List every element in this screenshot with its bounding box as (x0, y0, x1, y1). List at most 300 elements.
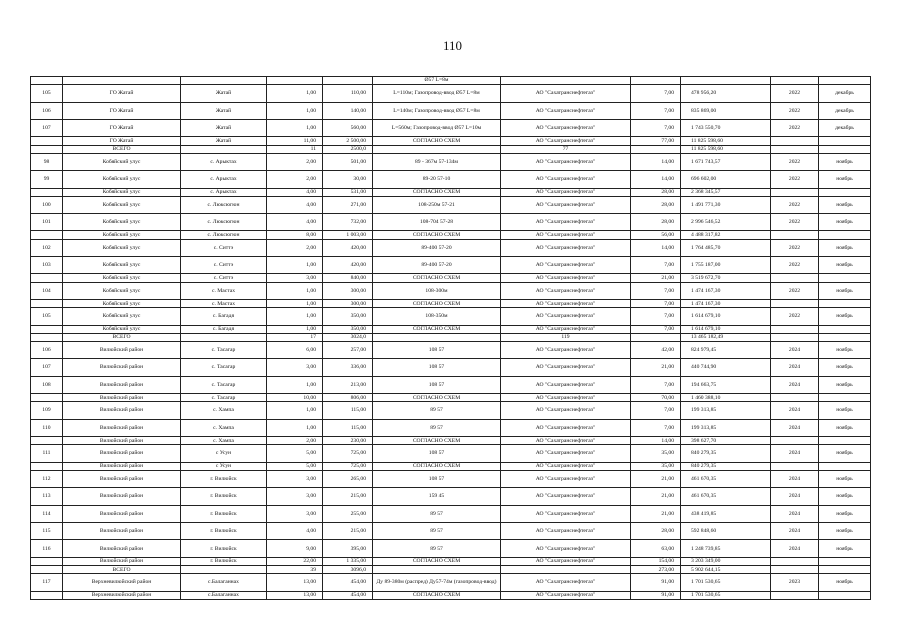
length-cell: 840,00 (323, 274, 373, 282)
pipe-spec-cell: L=110м; Газопровод-ввод Ø57 L=8м (373, 85, 501, 102)
settlement-cell: г. Вилюйск (181, 557, 267, 565)
amount-cell: 1 491 771,30 (681, 196, 771, 213)
pipe-spec-cell: СОГЛАСНО СХЕМ (373, 188, 501, 196)
count-cell: 5,00 (267, 445, 323, 462)
row-number-cell: 117 (31, 574, 63, 591)
year-cell: 2022 (771, 239, 819, 256)
value-cell: 7,00 (631, 419, 681, 436)
organization-cell: АО "Сахатранснефтегаз" (501, 282, 631, 299)
settlement-cell: с. Хампа (181, 437, 267, 445)
table-row (31, 419, 871, 436)
value-cell: 28,00 (631, 196, 681, 213)
amount-cell: 1 474 167,30 (681, 282, 771, 299)
amount-cell: 2 368 345,57 (681, 188, 771, 196)
year-cell: 2024 (771, 445, 819, 462)
count-cell: 5,00 (267, 462, 323, 470)
row-number-cell: 99 (31, 171, 63, 188)
year-cell (771, 325, 819, 333)
organization-cell: АО "Сахатранснефтегаз" (501, 153, 631, 170)
length-cell: 30,00 (323, 171, 373, 188)
table-row (31, 145, 871, 153)
amount-cell: 1 671 743,57 (681, 153, 771, 170)
row-number-cell (31, 437, 63, 445)
row-number-cell (31, 300, 63, 308)
count-cell: 11 (267, 145, 323, 153)
organization-cell: АО "Сахатранснефтегаз" (501, 488, 631, 505)
amount-cell: 5 902 644,15 (681, 566, 771, 574)
count-cell: 8,00 (267, 231, 323, 239)
table-row (31, 282, 871, 299)
year-cell: 2024 (771, 376, 819, 393)
organization-cell: АО "Сахатранснефтегаз" (501, 196, 631, 213)
row-number-cell: 101 (31, 214, 63, 231)
district-cell: Кобяйский улус (63, 274, 181, 282)
district-cell: ГО Жатай (63, 102, 181, 119)
table-row (31, 445, 871, 462)
amount-cell: 1 743 550,70 (681, 119, 771, 136)
month-cell: ноябрь (819, 341, 871, 358)
pipe-spec-cell: 89 57 (373, 540, 501, 557)
month-cell: ноябрь (819, 214, 871, 231)
count-cell: 10,00 (267, 394, 323, 402)
district-cell: Кобяйский улус (63, 231, 181, 239)
settlement-cell: с. Хампа (181, 419, 267, 436)
amount-cell: 1 460 388,10 (681, 394, 771, 402)
organization-cell: АО "Сахатранснефтегаз" (501, 523, 631, 540)
row-number-cell: 105 (31, 308, 63, 325)
month-cell: ноябрь (819, 488, 871, 505)
organization-cell: АО "Сахатранснефтегаз" (501, 437, 631, 445)
table-row (31, 300, 871, 308)
month-cell (819, 557, 871, 565)
amount-cell: 840 279,35 (681, 462, 771, 470)
length-cell (323, 77, 373, 85)
table-row (31, 574, 871, 591)
settlement-cell: г. Вилюйск (181, 470, 267, 487)
row-number-cell: 102 (31, 239, 63, 256)
organization-cell: АО "Сахатранснефтегаз" (501, 359, 631, 376)
settlement-cell: с.Балаганнах (181, 574, 267, 591)
organization-cell: АО "Сахатранснефтегаз" (501, 274, 631, 282)
organization-cell: 119 (501, 333, 631, 341)
year-cell: 2022 (771, 102, 819, 119)
length-cell: 560,00 (323, 119, 373, 136)
table-row (31, 214, 871, 231)
amount-cell: 696 602,00 (681, 171, 771, 188)
month-cell (819, 300, 871, 308)
organization-cell: АО "Сахатранснефтегаз" (501, 419, 631, 436)
length-cell: 531,00 (323, 188, 373, 196)
year-cell (771, 231, 819, 239)
month-cell (819, 566, 871, 574)
value-cell: 21,00 (631, 470, 681, 487)
settlement-cell (181, 77, 267, 85)
length-cell: 420,00 (323, 257, 373, 274)
count-cell: 1,00 (267, 402, 323, 419)
count-cell: 1,00 (267, 300, 323, 308)
settlement-cell (181, 566, 267, 574)
month-cell (819, 137, 871, 145)
pipe-spec-cell: 89-400 57-20 (373, 257, 501, 274)
organization-cell: АО "Сахатранснефтегаз" (501, 239, 631, 256)
row-number-cell (31, 77, 63, 85)
value-cell: 35,00 (631, 445, 681, 462)
length-cell: 115,00 (323, 402, 373, 419)
month-cell (819, 333, 871, 341)
count-cell: 13,00 (267, 591, 323, 599)
length-cell: 2 500,00 (323, 137, 373, 145)
length-cell: 300,00 (323, 300, 373, 308)
count-cell: 1,00 (267, 102, 323, 119)
length-cell: 2500,0 (323, 145, 373, 153)
row-number-cell (31, 274, 63, 282)
amount-cell: 199 313,85 (681, 402, 771, 419)
value-cell: 7,00 (631, 300, 681, 308)
amount-cell: 11 825 598,60 (681, 145, 771, 153)
value-cell: 7,00 (631, 282, 681, 299)
settlement-cell: с. Люксюгюн (181, 196, 267, 213)
table-row (31, 437, 871, 445)
settlement-cell: с Усун (181, 445, 267, 462)
month-cell: декабрь (819, 119, 871, 136)
pipe-spec-cell: 108-350м (373, 308, 501, 325)
value-cell: 21,00 (631, 488, 681, 505)
year-cell: 2024 (771, 402, 819, 419)
district-cell: Кобяйский улус (63, 171, 181, 188)
organization-cell: АО "Сахатранснефтегаз" (501, 470, 631, 487)
year-cell (771, 394, 819, 402)
amount-cell: 438 419,85 (681, 505, 771, 522)
settlement-cell: с. Люксюгюн (181, 231, 267, 239)
table-row (31, 171, 871, 188)
pipe-spec-cell: 108 57 (373, 445, 501, 462)
organization-cell: АО "Сахатранснефтегаз" (501, 445, 631, 462)
settlement-cell: с.Балаганнах (181, 591, 267, 599)
value-cell: 7,00 (631, 119, 681, 136)
settlement-cell: с. Арыктах (181, 153, 267, 170)
value-cell: 7,00 (631, 308, 681, 325)
year-cell (771, 137, 819, 145)
organization-cell: АО "Сахатранснефтегаз" (501, 591, 631, 599)
value-cell: 7,00 (631, 376, 681, 393)
value-cell: 21,00 (631, 359, 681, 376)
month-cell (819, 145, 871, 153)
amount-cell: 461 670,35 (681, 470, 771, 487)
amount-cell: 824 979,45 (681, 341, 771, 358)
row-number-cell: 105 (31, 85, 63, 102)
district-cell: Верхневилюйский район (63, 574, 181, 591)
year-cell: 2022 (771, 171, 819, 188)
month-cell (819, 77, 871, 85)
pipe-spec-cell: 108-250м 57-21 (373, 196, 501, 213)
district-cell: ВСЕГО (63, 333, 181, 341)
table-row (31, 257, 871, 274)
month-cell: декабрь (819, 102, 871, 119)
amount-cell: 194 663,75 (681, 376, 771, 393)
district-cell: Кобяйский улус (63, 239, 181, 256)
table-row (31, 333, 871, 341)
pipe-spec-cell: 89 57 (373, 419, 501, 436)
amount-cell: 1 755 187,00 (681, 257, 771, 274)
organization-cell: АО "Сахатранснефтегаз" (501, 214, 631, 231)
row-number-cell (31, 145, 63, 153)
pipe-spec-cell: СОГЛАСНО СХЕМ (373, 300, 501, 308)
pipe-spec-cell: СОГЛАСНО СХЕМ (373, 325, 501, 333)
amount-cell (681, 77, 771, 85)
value-cell: 28,00 (631, 523, 681, 540)
table-row (31, 308, 871, 325)
district-cell: Вилюйский район (63, 376, 181, 393)
count-cell: 39 (267, 566, 323, 574)
district-cell: Вилюйский район (63, 462, 181, 470)
value-cell: 7,00 (631, 325, 681, 333)
count-cell: 6,00 (267, 341, 323, 358)
pipe-spec-cell: Ø57 L=8м (373, 77, 501, 85)
row-number-cell (31, 591, 63, 599)
count-cell: 1,00 (267, 119, 323, 136)
district-cell: Кобяйский улус (63, 153, 181, 170)
value-cell: 7,00 (631, 402, 681, 419)
district-cell: Вилюйский район (63, 419, 181, 436)
district-cell: ГО Жатай (63, 137, 181, 145)
row-number-cell (31, 462, 63, 470)
settlement-cell (181, 333, 267, 341)
month-cell (819, 437, 871, 445)
value-cell: 70,00 (631, 394, 681, 402)
table-row (31, 196, 871, 213)
count-cell: 1,00 (267, 282, 323, 299)
length-cell: 1 003,00 (323, 231, 373, 239)
pipe-spec-cell: Ду 89-380м (распред) Ду57-74м (газопровод-ввод) (373, 574, 501, 591)
organization-cell: АО "Сахатранснефтегаз" (501, 325, 631, 333)
count-cell: 2,00 (267, 171, 323, 188)
table-row (31, 394, 871, 402)
month-cell: ноябрь (819, 282, 871, 299)
pipe-spec-cell: СОГЛАСНО СХЕМ (373, 462, 501, 470)
settlement-cell: с. Тасагар (181, 341, 267, 358)
count-cell: 13,00 (267, 574, 323, 591)
table-row (31, 341, 871, 358)
length-cell: 140,00 (323, 102, 373, 119)
row-number-cell: 103 (31, 257, 63, 274)
pipe-spec-cell: 108 57 (373, 359, 501, 376)
count-cell: 4,00 (267, 523, 323, 540)
amount-cell: 3 519 672,70 (681, 274, 771, 282)
settlement-cell: Жатай (181, 137, 267, 145)
row-number-cell: 104 (31, 282, 63, 299)
settlement-cell: с. Ситтэ (181, 274, 267, 282)
month-cell (819, 591, 871, 599)
length-cell: 3024,0 (323, 333, 373, 341)
month-cell: ноябрь (819, 505, 871, 522)
settlement-cell: с. Тасагар (181, 394, 267, 402)
district-cell: Вилюйский район (63, 505, 181, 522)
year-cell: 2022 (771, 214, 819, 231)
district-cell: Кобяйский улус (63, 308, 181, 325)
month-cell: ноябрь (819, 574, 871, 591)
month-cell: ноябрь (819, 359, 871, 376)
organization-cell: АО "Сахатранснефтегаз" (501, 462, 631, 470)
year-cell: 2022 (771, 196, 819, 213)
district-cell: ВСЕГО (63, 145, 181, 153)
pipe-spec-cell: 159 45 (373, 488, 501, 505)
month-cell: ноябрь (819, 402, 871, 419)
table-row (31, 274, 871, 282)
length-cell: 110,00 (323, 85, 373, 102)
year-cell: 2022 (771, 257, 819, 274)
month-cell: ноябрь (819, 239, 871, 256)
year-cell: 2022 (771, 85, 819, 102)
settlement-cell: с. Арыктах (181, 171, 267, 188)
year-cell (771, 437, 819, 445)
organization-cell: АО "Сахатранснефтегаз" (501, 102, 631, 119)
amount-cell: 440 744,90 (681, 359, 771, 376)
organization-cell: АО "Сахатранснефтегаз" (501, 231, 631, 239)
organization-cell: АО "Сахатранснефтегаз" (501, 308, 631, 325)
row-number-cell: 107 (31, 359, 63, 376)
value-cell: 21,00 (631, 505, 681, 522)
row-number-cell (31, 188, 63, 196)
settlement-cell: с. Тасагар (181, 376, 267, 393)
pipe-spec-cell: СОГЛАСНО СХЕМ (373, 557, 501, 565)
settlement-cell: с. Тасагар (181, 359, 267, 376)
pipe-spec-cell: 108 57 (373, 376, 501, 393)
row-number-cell (31, 566, 63, 574)
district-cell: Вилюйский район (63, 488, 181, 505)
settlement-cell: с Усун (181, 462, 267, 470)
organization-cell: АО "Сахатранснефтегаз" (501, 376, 631, 393)
month-cell (819, 188, 871, 196)
settlement-cell: Жатай (181, 85, 267, 102)
table-row (31, 505, 871, 522)
district-cell: Кобяйский улус (63, 282, 181, 299)
table-row (31, 325, 871, 333)
row-number-cell: 114 (31, 505, 63, 522)
pipe-spec-cell (373, 145, 501, 153)
settlement-cell: с. Мастах (181, 282, 267, 299)
length-cell: 732,00 (323, 214, 373, 231)
count-cell: 22,00 (267, 557, 323, 565)
count-cell: 2,00 (267, 239, 323, 256)
year-cell: 2024 (771, 341, 819, 358)
count-cell: 3,00 (267, 505, 323, 522)
document-table (30, 76, 871, 600)
length-cell: 230,00 (323, 437, 373, 445)
settlement-cell: с. Ситтэ (181, 257, 267, 274)
row-number-cell (31, 231, 63, 239)
settlement-cell: г. Вилюйск (181, 488, 267, 505)
count-cell: 2,00 (267, 153, 323, 170)
month-cell (819, 274, 871, 282)
count-cell: 17 (267, 333, 323, 341)
month-cell: ноябрь (819, 470, 871, 487)
year-cell (771, 566, 819, 574)
organization-cell: АО "Сахатранснефтегаз" (501, 557, 631, 565)
table-row (31, 153, 871, 170)
length-cell: 454,00 (323, 591, 373, 599)
length-cell: 300,00 (323, 282, 373, 299)
amount-cell: 461 670,35 (681, 488, 771, 505)
row-number-cell: 106 (31, 341, 63, 358)
length-cell: 215,00 (323, 523, 373, 540)
row-number-cell: 110 (31, 419, 63, 436)
year-cell (771, 591, 819, 599)
table-row (31, 85, 871, 102)
settlement-cell: с. Люксюгюн (181, 214, 267, 231)
pipe-spec-cell (373, 333, 501, 341)
row-number-cell: 115 (31, 523, 63, 540)
pipe-spec-cell: СОГЛАСНО СХЕМ (373, 274, 501, 282)
length-cell: 1 335,00 (323, 557, 373, 565)
row-number-cell: 98 (31, 153, 63, 170)
table-row (31, 557, 871, 565)
pipe-spec-cell: СОГЛАСНО СХЕМ (373, 591, 501, 599)
row-number-cell: 108 (31, 376, 63, 393)
table-row (31, 402, 871, 419)
organization-cell: АО "Сахатранснефтегаз" (501, 300, 631, 308)
count-cell: 1,00 (267, 308, 323, 325)
table-row (31, 523, 871, 540)
settlement-cell: Жатай (181, 102, 267, 119)
district-cell: Кобяйский улус (63, 325, 181, 333)
count-cell (267, 77, 323, 85)
amount-cell: 3 203 349,00 (681, 557, 771, 565)
year-cell (771, 77, 819, 85)
length-cell: 115,00 (323, 419, 373, 436)
month-cell: ноябрь (819, 257, 871, 274)
pipe-spec-cell: L=560м; Газопровод-ввод Ø57 L=10м (373, 119, 501, 136)
month-cell (819, 462, 871, 470)
row-number-cell: 109 (31, 402, 63, 419)
page-number: 110 (442, 38, 463, 53)
month-cell: ноябрь (819, 376, 871, 393)
district-cell: ГО Жатай (63, 85, 181, 102)
table-row (31, 470, 871, 487)
table-row (31, 376, 871, 393)
length-cell: 501,00 (323, 153, 373, 170)
row-number-cell: 116 (31, 540, 63, 557)
pipe-spec-cell: 89 57 (373, 523, 501, 540)
pipe-spec-cell: СОГЛАСНО СХЕМ (373, 394, 501, 402)
amount-cell: 1 474 167,30 (681, 300, 771, 308)
table-row (31, 359, 871, 376)
organization-cell: АО "Сахатранснефтегаз" (501, 394, 631, 402)
pipe-spec-cell: 89 57 (373, 402, 501, 419)
value-cell (631, 145, 681, 153)
pipe-spec-cell: СОГЛАСНО СХЕМ (373, 137, 501, 145)
amount-cell: 1 764 485,70 (681, 239, 771, 256)
pipe-spec-cell: L=140м; Газопровод-ввод Ø57 L=8м (373, 102, 501, 119)
organization-cell (501, 566, 631, 574)
value-cell: 14,00 (631, 437, 681, 445)
district-cell: Кобяйский улус (63, 257, 181, 274)
month-cell: ноябрь (819, 540, 871, 557)
district-cell: Вилюйский район (63, 437, 181, 445)
count-cell: 2,00 (267, 437, 323, 445)
row-number-cell: 100 (31, 196, 63, 213)
district-cell: Вилюйский район (63, 402, 181, 419)
length-cell: 213,00 (323, 376, 373, 393)
value-cell: 7,00 (631, 85, 681, 102)
month-cell: ноябрь (819, 419, 871, 436)
month-cell (819, 394, 871, 402)
length-cell: 350,00 (323, 325, 373, 333)
organization-cell: АО "Сахатранснефтегаз" (501, 505, 631, 522)
organization-cell: АО "Сахатранснефтегаз" (501, 137, 631, 145)
count-cell: 4,00 (267, 196, 323, 213)
pipe-spec-cell: СОГЛАСНО СХЕМ (373, 437, 501, 445)
count-cell: 1,00 (267, 325, 323, 333)
